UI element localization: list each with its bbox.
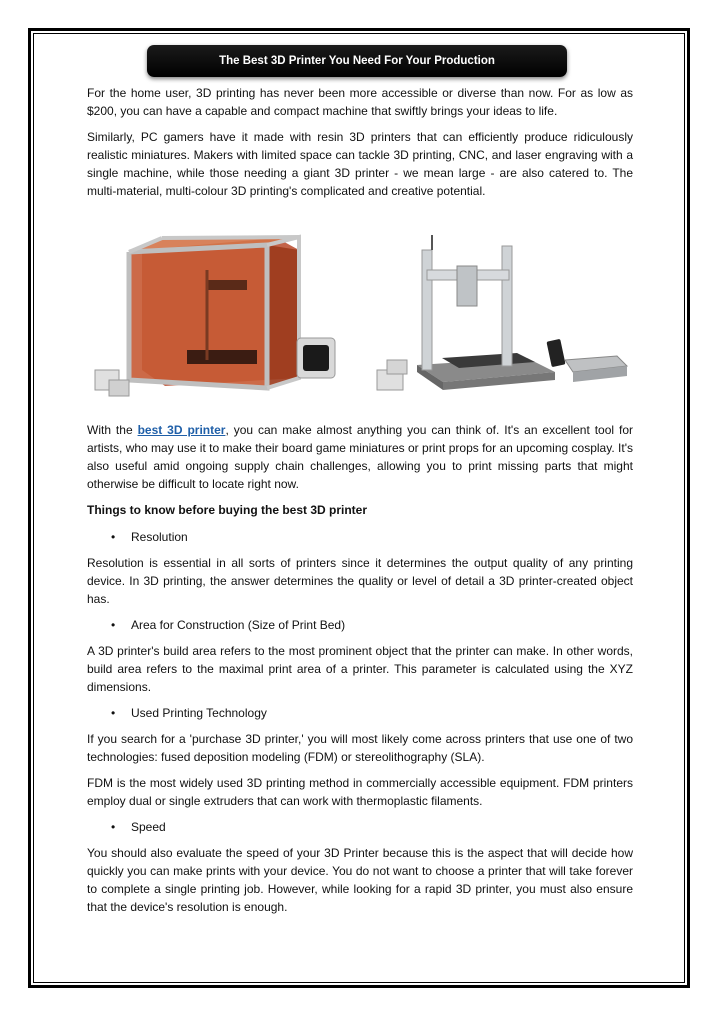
intro-paragraph-2: Similarly, PC gamers have it made with resin 3D printers that can efficiently produce ridiculously realistic miniatures. Makers with limited space can tackle 3D printing, CNC, and laser engraving with a single machine, while those needing a giant 3D printer - we mean large - are also catered to. The multi-material, multi-colour 3D printing's complicated and creative potential. [87,130,633,198]
bullet-dot-icon: • [111,618,116,632]
best-printer-paragraph [87,421,633,493]
bullet-label: Speed [131,820,166,834]
bullet-printing-technology [87,704,633,722]
open-printer-illustration [377,235,627,390]
intro-paragraph-1: For the home user, 3D printing has never been more accessible or diverse than now. For as low as $200, you can have a capable and compact machine that swiftly brings your ideas to life. [87,86,633,118]
bullet-label: Area for Construction (Size of Print Bed) [131,618,346,632]
bullet-dot-icon: • [111,530,116,544]
page-title [147,45,567,77]
bullet-dot-icon: • [111,706,116,720]
page-title-text: The Best 3D Printer You Need For Your Production [219,55,495,67]
technology-paragraph-1: If you search for a 'purchase 3D printer,' you will most likely come across printers that use one of two technologies: fused deposition modeling (FDM) or stereolithography (SLA). [87,732,633,764]
speed-paragraph: You should also evaluate the speed of your 3D Printer because this is the aspect that will decide how quickly you can make prints with your device. You do not want to choose a printer that will take forever to complete a single printing job. However, while looking for a rapid 3D printer, you must also ensure that the device's resolution is enough. [87,846,633,914]
bullet-resolution [87,528,633,546]
resolution-paragraph: Resolution is essential in all sorts of printers since it determines the output quality of any printing device. In 3D printing, the answer determines the quality or level of detail a 3D printer-created object has. [87,556,633,606]
bullet-label: Used Printing Technology [131,706,267,720]
build-area-paragraph: A 3D printer's build area refers to the most prominent object that the printer can make. In other words, build area refers to the maximal print area of a printer. This parameter is calculated using the XYZ dimensions. [87,644,633,694]
bullet-speed [87,818,633,836]
best-3d-printer-link[interactable]: best 3D printer [137,423,226,437]
printer-product-image [87,210,633,411]
bullet-build-area [87,616,633,634]
paragraph-rest-text: , you can make almost anything you can think of. It's an excellent tool for artists, who may use it to make their board game miniatures or print props for an upcoming cosplay. It's also useful amid ongoing supply chain challenges, allowing you to print missing parts that might otherwise be difficult to locate right now. [87,423,634,491]
technology-paragraph-2: FDM is the most widely used 3D printing method in commercially accessible equipment. FDM printers employ dual or single extruders that can work with thermoplastic filaments. [87,776,633,808]
bullet-dot-icon: • [111,820,116,834]
paragraph-lead-text: With the [87,423,138,437]
bullet-label: Resolution [131,530,188,544]
section-heading: Things to know before buying the best 3D printer [87,503,368,517]
article-body [87,84,633,924]
enclosed-printer-illustration [95,237,335,396]
